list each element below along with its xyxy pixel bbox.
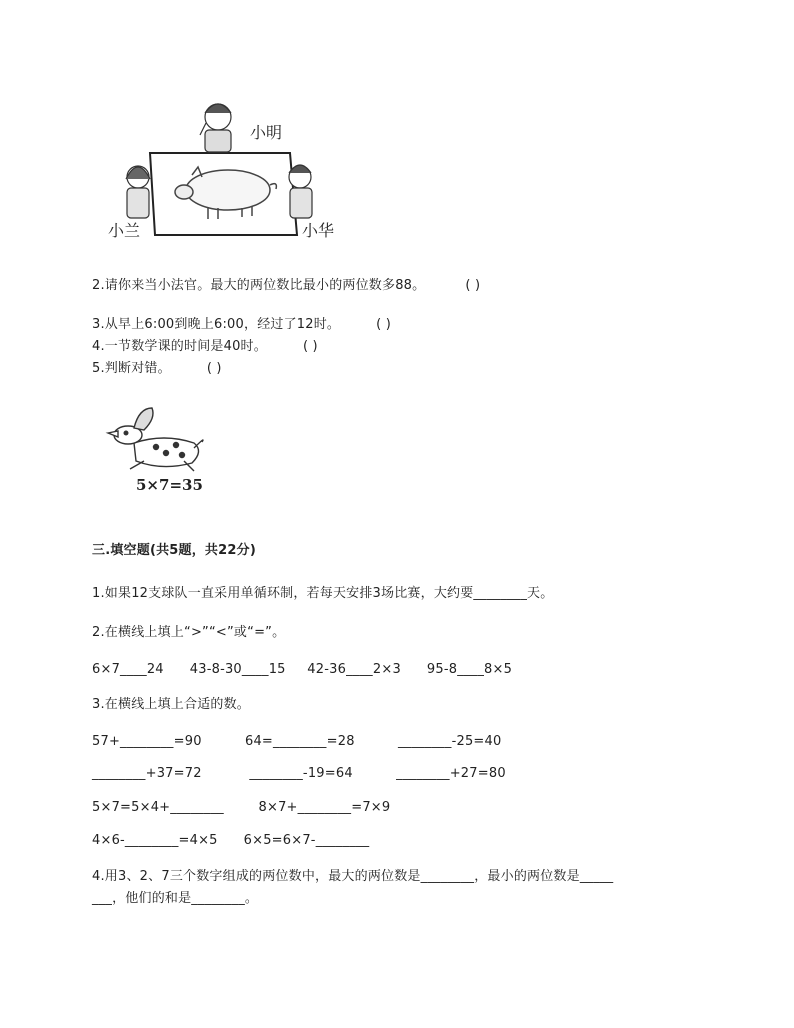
question-2-text: 2.请你来当小法官。最大的两位数比最小的两位数多88。 [92,278,426,293]
answer-paren[interactable]: ( ) [302,339,318,354]
dog-icon [108,408,203,471]
fill-question-2-items: 6×7____24 43-8-30____15 42-36____2×3 95-8____8×5 [92,662,513,677]
child-top-icon [200,104,231,152]
fill-question-4-line2: ___，他们的和是________。 [92,891,259,906]
question-3-text: 3.从早上6:00到晚上6:00，经过了12时。 [92,317,341,332]
fill-question-4-line1: 4.用3、2、7三个数字组成的两位数中，最大的两位数是________，最小的两位数是_____ [92,869,614,884]
label-xiaohua: 小华 [302,221,335,240]
label-xiaoming: 小明 [250,123,283,142]
fill-question-1: 1.如果12支球队一直采用单循环制，若每天安排3场比赛，大约要________天。 [92,586,554,601]
label-xiaolan: 小兰 [108,221,141,240]
answer-paren[interactable]: ( ) [206,361,222,376]
question-5 [92,360,222,378]
fill-question-3-row: 57+________=90 64=________=28 ________-25=40 [92,734,502,749]
section-3-heading: 三.填空题(共5题，共22分) [92,543,256,558]
dog-figure [104,403,214,478]
answer-paren[interactable]: ( ) [465,278,481,293]
fill-question-3-row: 4×6-________=4×5 6×5=6×7-________ [92,833,370,848]
answer-paren[interactable]: ( ) [376,317,392,332]
question-2 [92,277,480,295]
question-4-text: 4.一节数学课的时间是40时。 [92,339,267,354]
fill-question-2-title: 2.在横线上填上“>”“<”或“=”。 [92,625,286,640]
question-4 [92,338,318,356]
fill-question-3-row: ________+37=72 ________-19=64 ________+27=80 [92,766,506,781]
question-5-text: 5.判断对错。 [92,361,171,376]
dog-equation: 5×7=35 [136,476,203,494]
child-left-icon [126,166,150,218]
fill-question-3-row: 5×7=5×4+________ 8×7+________=7×9 [92,800,391,815]
child-right-icon [289,165,312,218]
question-3 [92,316,391,334]
fill-question-3-title: 3.在横线上填上合适的数。 [92,697,251,712]
